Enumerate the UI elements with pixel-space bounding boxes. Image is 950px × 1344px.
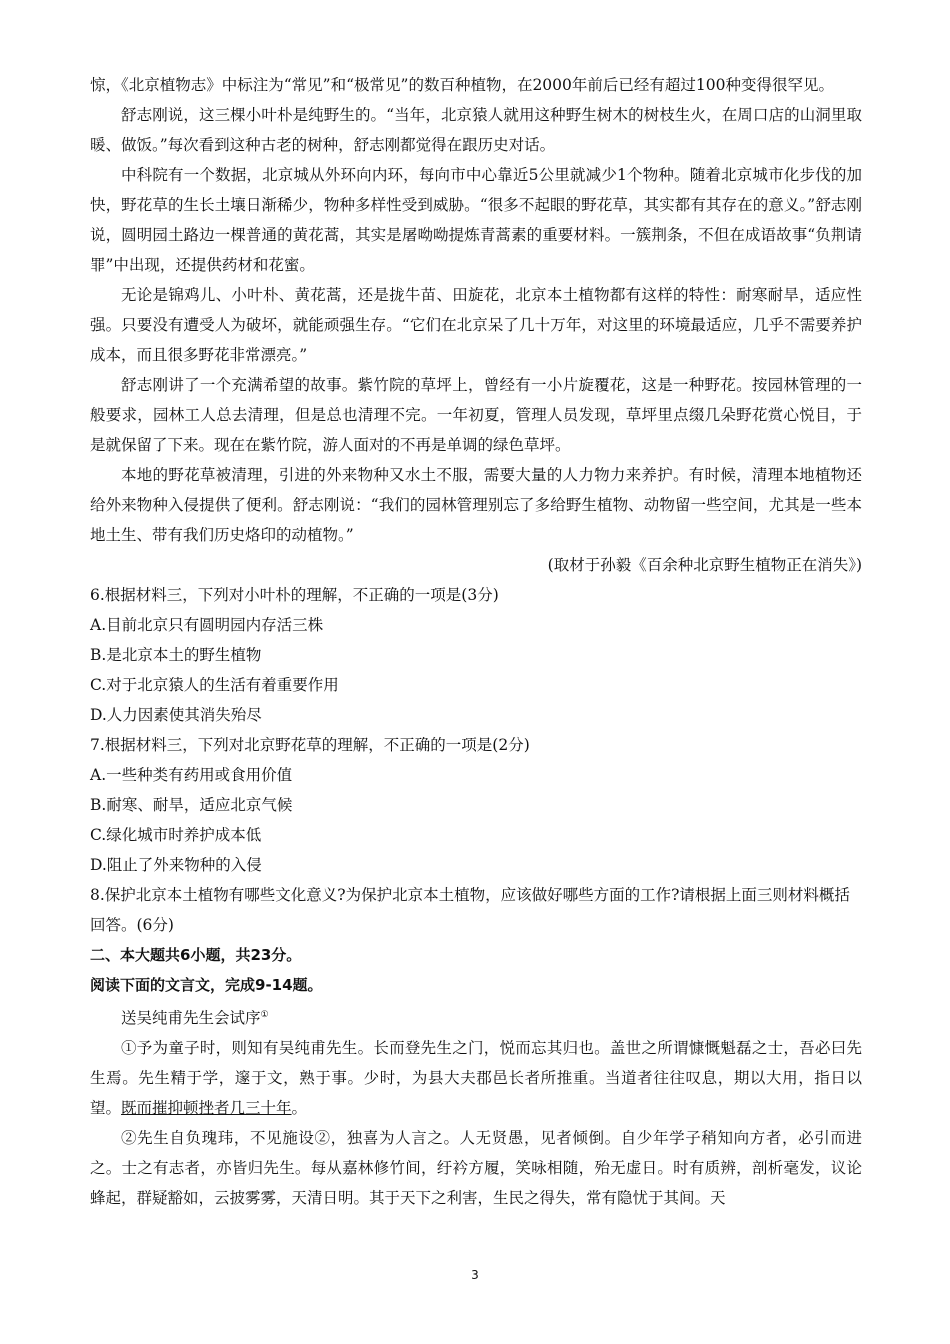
option-7b: B.耐寒、耐旱，适应北京气候 <box>90 796 293 814</box>
essay-text: ①予为童子时，则知有吴纯甫先生。长而登先生之门，悦而忘其归也。盖世之所谓慷慨魁磊之士，吾必曰先生焉。先生精于学，邃于文，熟于事。少时，为县大夫郡邑长者所推重。当道者往往叹息，期以大用，指日以望。 <box>90 1039 862 1118</box>
underlined-sentence: 既而摧抑顿挫者几三十年 <box>121 1099 292 1118</box>
option-6b: B.是北京本土的野生植物 <box>90 646 262 664</box>
essay-paragraph-2: ②先生自负瑰玮，不见施设②，独喜为人言之。人无贤愚，见者倾倒。自少年学子稍知向方者，必引而进之。士之有志者，亦皆归先生。每从嘉林修竹间，纡衿方履，笑咏相随，殆无虚日。时有质辨，剖析毫发，议论蜂起，群疑豁如，云披雾雾，天清日明。其于天下之利害，生民之得失，常有隐忧于其间。天 <box>90 1129 862 1208</box>
page-number: 3 <box>471 1268 479 1282</box>
passage-paragraph: 舒志刚讲了一个充满希望的故事。紫竹院的草坪上，曾经有一小片旋覆花，这是一种野花。按园林管理的一般要求，园林工人总去清理，但是总也清理不完。一年初夏，管理人员发现，草坪里点缀几朵野花赏心悦目，于是就保留了下来。现在在紫竹院，游人面对的不再是单调的绿色草坪。 <box>90 376 862 454</box>
option-6d: D.人力因素使其消失殆尽 <box>90 706 262 724</box>
passage-paragraph: 惊，《北京植物志》中标注为“常见”和“极常见”的数百种植物，在2000年前后已经有超过100种变得很罕见。 <box>90 76 834 94</box>
passage-paragraph: 舒志刚说，这三棵小叶朴是纯野生的。“当年，北京猿人就用这种野生树木的树枝生火，在周口店的山洞里取暖、做饭。”每次看到这种古老的树种，舒志刚都觉得在跟历史对话。 <box>90 106 862 154</box>
passage-paragraph: 中科院有一个数据，北京城从外环向内环，每向市中心靠近5公里就减少1个物种。随着北京城市化步伐的加快，野花草的生长土壤日渐稀少，物种多样性受到威胁。“很多不起眼的野花草，其实都有其存在的意义。”舒志刚说，圆明园土路边一棵普通的黄花蒿，其实是屠呦呦提炼青蒿素的重要材料。一簇荆条，不但在成语故事“负荆请罪”中出现，还提供药材和花蜜。 <box>90 166 862 274</box>
section-instruction: 阅读下面的文言文，完成9-14题。 <box>90 976 323 994</box>
passage-paragraph: 本地的野花草被清理，引进的外来物种又水土不服，需要大量的人力物力来养护。有时候，清理本地植物还给外来物种入侵提供了便利。舒志刚说：“我们的园林管理别忘了多给野生植物、动物留一些空间，尤其是一些本地土生、带有我们历史烙印的动植物。” <box>90 466 862 544</box>
question-6: 6.根据材料三，下列对小叶朴的理解，不正确的一项是(3分) <box>90 586 499 604</box>
option-7a: A.一些种类有药用或食用价值 <box>90 766 293 784</box>
passage-source: (取材于孙毅《百余种北京野生植物正在消失》) <box>547 556 862 574</box>
essay-title <box>90 1000 862 1033</box>
footnote-marker: ① <box>260 1010 269 1020</box>
option-6a: A.目前北京只有圆明园内存活三株 <box>90 616 324 634</box>
option-6c: C.对于北京猿人的生活有着重要作用 <box>90 676 339 694</box>
option-7d: D.阻止了外来物种的入侵 <box>90 856 262 874</box>
essay-paragraph-1 <box>90 1033 862 1123</box>
passage-paragraph: 无论是锦鸡儿、小叶朴、黄花蒿，还是拢牛苗、田旋花，北京本土植物都有这样的特性：耐寒耐旱，适应性强。只要没有遭受人为破坏，就能顽强生存。“它们在北京呆了几十万年，对这里的环境最适应，几乎不需要养护成本，而且很多野花非常漂亮。” <box>90 286 862 364</box>
option-7c: C.绿化城市时养护成本低 <box>90 826 262 844</box>
page-content <box>90 70 862 1213</box>
essay-title-text: 送吴纯甫先生会试序 <box>121 1009 261 1028</box>
section-heading: 二、本大题共6小题，共23分。 <box>90 946 302 964</box>
essay-text-end: 。 <box>291 1099 308 1118</box>
question-7: 7.根据材料三，下列对北京野花草的理解，不正确的一项是(2分) <box>90 736 530 754</box>
question-8: 8.保护北京本土植物有哪些文化意义?为保护北京本土植物，应该做好哪些方面的工作?请根据上面三则材料概括回答。(6分) <box>90 886 850 934</box>
